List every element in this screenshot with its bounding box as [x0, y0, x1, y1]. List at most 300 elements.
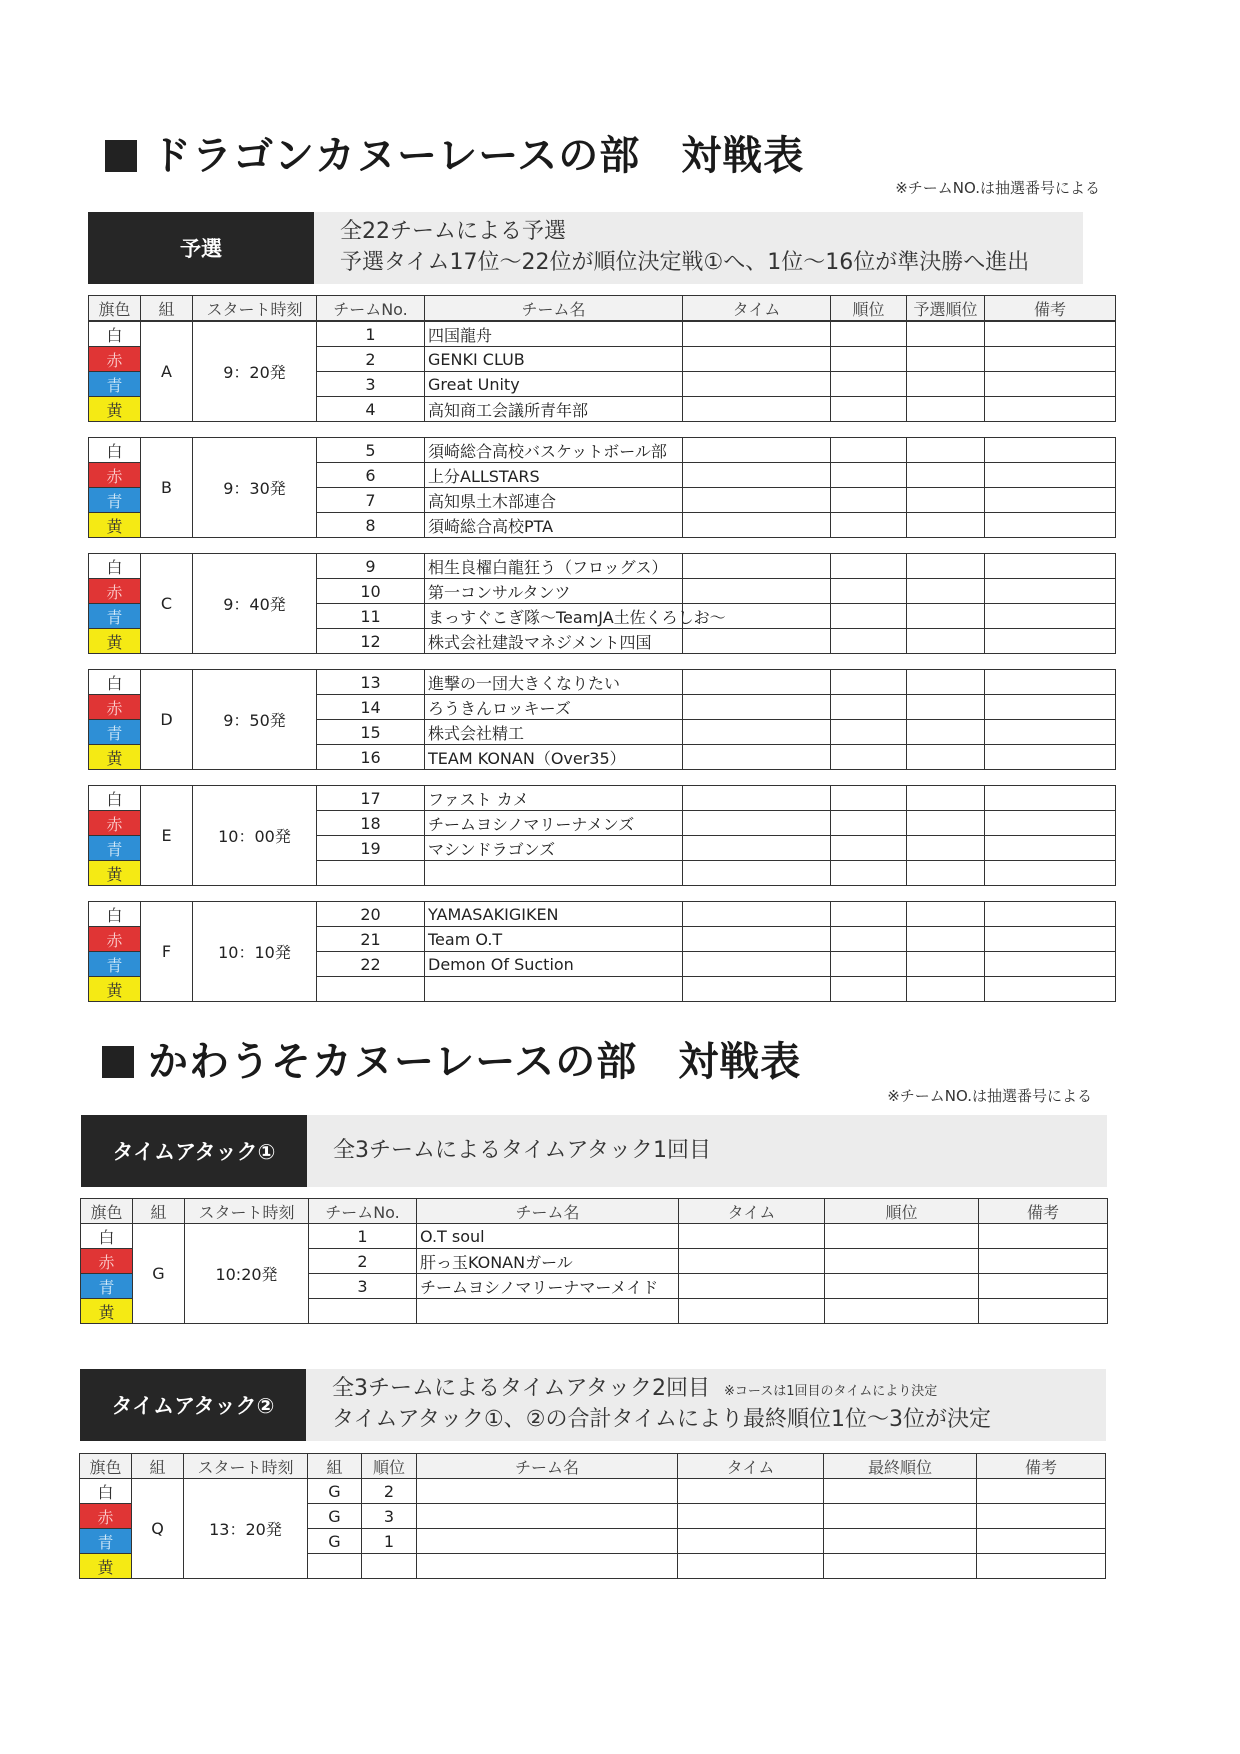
team-name: YAMASAKIGIKEN — [425, 902, 683, 927]
flag-white: 白 — [81, 1224, 133, 1249]
column-header: チームNo. — [317, 296, 425, 321]
column-header: チーム名 — [417, 1199, 679, 1224]
flag-yellow: 黄 — [80, 1554, 132, 1579]
team-name: 相生良櫂白龍狂う（フロッグス） — [425, 554, 683, 579]
team-name: 第一コンサルタンツ — [425, 579, 683, 604]
time-attack-1-description — [307, 1115, 1107, 1187]
time-cell — [679, 1249, 825, 1274]
team-number: 3 — [317, 372, 425, 397]
column-header: 旗色 — [89, 296, 141, 321]
qualifier-rank-cell — [907, 554, 985, 579]
team-number: 5 — [317, 438, 425, 463]
rank-cell — [831, 488, 907, 513]
time-cell — [683, 322, 831, 347]
rank-cell — [825, 1224, 979, 1249]
time-cell — [683, 347, 831, 372]
flag-white: 白 — [89, 438, 141, 463]
qualifier-description — [314, 212, 1083, 284]
team-number: 17 — [317, 786, 425, 811]
team-number: 4 — [317, 397, 425, 422]
team-number: 15 — [317, 720, 425, 745]
start-time: 10：10発 — [193, 902, 317, 1002]
column-header: 組 — [141, 296, 193, 321]
flag-red: 赤 — [89, 347, 141, 372]
rank-cell — [831, 604, 907, 629]
time-attack-1-bar — [81, 1115, 1107, 1187]
column-header: スタート時刻 — [185, 1199, 309, 1224]
team-name: 須崎総合高校バスケットボール部 — [425, 438, 683, 463]
qualifier-line-1: 全22チームによる予選 — [340, 219, 566, 245]
dragon-note: ※チームNO.は抽選番号による — [895, 179, 1100, 197]
time-cell — [683, 720, 831, 745]
rank-cell — [831, 438, 907, 463]
column-header: チーム名 — [425, 296, 683, 321]
qualifier-rank-cell — [907, 463, 985, 488]
rank-cell — [831, 513, 907, 538]
column-header: 備考 — [985, 296, 1116, 321]
start-time: 9：40発 — [193, 554, 317, 654]
team-number: 2 — [317, 347, 425, 372]
time-cell — [683, 629, 831, 654]
team-number: 9 — [317, 554, 425, 579]
team-number: 16 — [317, 745, 425, 770]
team-name-cell — [417, 1529, 678, 1554]
team-number: 21 — [317, 927, 425, 952]
group-letter: B — [141, 438, 193, 538]
time-cell — [678, 1504, 824, 1529]
team-number: 12 — [317, 629, 425, 654]
table-row — [80, 1479, 1106, 1504]
rank-cell — [825, 1274, 979, 1299]
time-cell — [683, 513, 831, 538]
team-name: チームヨシノマリーナマーメイド — [417, 1274, 679, 1299]
time-attack-2-line-1-main: 全3チームによるタイムアタック2回目 — [332, 1376, 711, 1402]
remarks-cell — [979, 1224, 1108, 1249]
dragon-title-text: ドラゴンカヌーレースの部 対戦表 — [151, 133, 805, 179]
team-name: マシンドラゴンズ — [425, 836, 683, 861]
flag-yellow: 黄 — [89, 397, 141, 422]
qualifier-rank-cell — [907, 977, 985, 1002]
column-header: タイム — [679, 1199, 825, 1224]
table-row — [89, 438, 1116, 463]
team-number: 3 — [309, 1274, 417, 1299]
remarks-cell — [985, 861, 1116, 886]
time-attack-1-table — [80, 1198, 1108, 1324]
column-header: 順位 — [831, 296, 907, 321]
time-cell — [683, 836, 831, 861]
table-row — [89, 786, 1116, 811]
qualifier-rank-cell — [907, 322, 985, 347]
column-header: 最終順位 — [824, 1454, 977, 1479]
time-cell — [683, 554, 831, 579]
team-name: 四国龍舟 — [425, 322, 683, 347]
rank-cell — [831, 670, 907, 695]
flag-yellow: 黄 — [89, 513, 141, 538]
remarks-cell — [979, 1299, 1108, 1324]
time-cell — [678, 1554, 824, 1579]
remarks-cell — [985, 397, 1116, 422]
rank-cell — [831, 786, 907, 811]
qualifier-rank-cell — [907, 927, 985, 952]
start-time: 10:20発 — [185, 1224, 309, 1324]
team-number: 22 — [317, 952, 425, 977]
qualifier-rank-cell — [907, 488, 985, 513]
qualifier-rank-cell — [907, 952, 985, 977]
team-number: 10 — [317, 579, 425, 604]
rank-cell — [831, 397, 907, 422]
column-header: チームNo. — [309, 1199, 417, 1224]
qualifier-rank-cell — [907, 397, 985, 422]
flag-blue: 青 — [81, 1274, 133, 1299]
rank-cell — [831, 836, 907, 861]
time-attack-2-line-2: タイムアタック①、②の合計タイムにより最終順位1位～3位が決定 — [332, 1407, 992, 1432]
column-header: 組 — [308, 1454, 362, 1479]
team-number: 6 — [317, 463, 425, 488]
table-row — [89, 322, 1116, 347]
rank-cell — [831, 977, 907, 1002]
flag-yellow: 黄 — [89, 629, 141, 654]
final-rank-cell — [824, 1479, 977, 1504]
remarks-cell — [985, 579, 1116, 604]
team-name: 肝っ玉KONANガール — [417, 1249, 679, 1274]
dragon-header-table — [88, 295, 1116, 321]
time-cell — [683, 952, 831, 977]
team-number: 20 — [317, 902, 425, 927]
remarks-cell — [985, 463, 1116, 488]
remarks-cell — [985, 695, 1116, 720]
remarks-cell — [985, 745, 1116, 770]
team-number: 2 — [309, 1249, 417, 1274]
team-name: O.T soul — [417, 1224, 679, 1249]
remarks-cell — [985, 488, 1116, 513]
flag-red: 赤 — [89, 579, 141, 604]
team-number: 7 — [317, 488, 425, 513]
table-row — [89, 670, 1116, 695]
team-name: チームヨシノマリーナメンズ — [425, 811, 683, 836]
flag-red: 赤 — [89, 463, 141, 488]
time-cell — [683, 463, 831, 488]
otter-title-text: かわうそカヌーレースの部 対戦表 — [148, 1039, 802, 1085]
flag-white: 白 — [80, 1479, 132, 1504]
remarks-cell — [985, 513, 1116, 538]
remarks-cell — [985, 952, 1116, 977]
qualifier-rank-cell — [907, 372, 985, 397]
source-group: G — [308, 1504, 362, 1529]
group-letter: A — [141, 322, 193, 422]
team-number: 1 — [317, 322, 425, 347]
flag-red: 赤 — [80, 1504, 132, 1529]
flag-white: 白 — [89, 322, 141, 347]
time-cell — [683, 695, 831, 720]
time-attack-2-table — [79, 1453, 1106, 1579]
rank-cell — [831, 372, 907, 397]
remarks-cell — [985, 902, 1116, 927]
team-name: ファスト カメ — [425, 786, 683, 811]
column-header: 予選順位 — [907, 296, 985, 321]
start-time: 9：50発 — [193, 670, 317, 770]
column-header: スタート時刻 — [184, 1454, 308, 1479]
time-attack-2-bar — [80, 1369, 1106, 1441]
rank-cell — [831, 579, 907, 604]
time-cell — [679, 1299, 825, 1324]
time-cell — [683, 670, 831, 695]
time-cell — [683, 488, 831, 513]
column-header: チーム名 — [417, 1454, 678, 1479]
team-name — [417, 1299, 679, 1324]
group-letter: G — [133, 1224, 185, 1324]
source-rank: 2 — [362, 1479, 417, 1504]
rank-cell — [831, 695, 907, 720]
team-name — [425, 861, 683, 886]
team-name: TEAM KONAN（Over35） — [425, 745, 683, 770]
team-name-cell — [417, 1554, 678, 1579]
team-name: Great Unity — [425, 372, 683, 397]
group-table-b — [88, 437, 1116, 538]
team-number: 18 — [317, 811, 425, 836]
time-cell — [679, 1224, 825, 1249]
time-cell — [683, 397, 831, 422]
team-name: 株式会社建設マネジメント四国 — [425, 629, 683, 654]
team-name: Team O.T — [425, 927, 683, 952]
qualifier-rank-cell — [907, 902, 985, 927]
time-cell — [683, 372, 831, 397]
team-number: 8 — [317, 513, 425, 538]
remarks-cell — [977, 1554, 1106, 1579]
source-group: G — [308, 1479, 362, 1504]
column-header: 備考 — [979, 1199, 1108, 1224]
remarks-cell — [985, 604, 1116, 629]
qualifier-rank-cell — [907, 836, 985, 861]
group-table-e — [88, 785, 1116, 886]
qualifier-rank-cell — [907, 579, 985, 604]
source-rank: 1 — [362, 1529, 417, 1554]
flag-white: 白 — [89, 554, 141, 579]
time-attack-2-label: タイムアタック② — [80, 1369, 306, 1441]
group-letter: E — [141, 786, 193, 886]
flag-blue: 青 — [89, 952, 141, 977]
qualifier-rank-cell — [907, 786, 985, 811]
qualifier-label: 予選 — [88, 212, 314, 284]
column-header: タイム — [678, 1454, 824, 1479]
group-table-f — [88, 901, 1116, 1002]
group-table-a — [88, 321, 1116, 422]
flag-yellow: 黄 — [89, 745, 141, 770]
flag-white: 白 — [89, 786, 141, 811]
rank-cell — [831, 811, 907, 836]
dragon-title — [105, 124, 804, 181]
time-cell — [683, 438, 831, 463]
time-cell — [683, 579, 831, 604]
column-header: 順位 — [825, 1199, 979, 1224]
qualifier-rank-cell — [907, 670, 985, 695]
flag-red: 赤 — [89, 811, 141, 836]
group-letter: F — [141, 902, 193, 1002]
flag-yellow: 黄 — [89, 977, 141, 1002]
team-name: まっすぐこぎ隊～TeamJA土佐くろしお～ — [425, 604, 683, 629]
flag-white: 白 — [89, 670, 141, 695]
table-row — [89, 554, 1116, 579]
group-letter: Q — [132, 1479, 184, 1579]
rank-cell — [831, 322, 907, 347]
qualifier-line-2: 予選タイム17位～22位が順位決定戦①へ、1位～16位が準決勝へ進出 — [340, 250, 1030, 275]
team-name: Demon Of Suction — [425, 952, 683, 977]
flag-blue: 青 — [89, 720, 141, 745]
time-attack-2-course-note: ※コースは1回目のタイムにより決定 — [724, 1384, 938, 1400]
flag-blue: 青 — [89, 604, 141, 629]
time-attack-1-line-1: 全3チームによるタイムアタック1回目 — [333, 1137, 712, 1163]
remarks-cell — [985, 786, 1116, 811]
flag-white: 白 — [89, 902, 141, 927]
time-cell — [679, 1274, 825, 1299]
team-name — [425, 977, 683, 1002]
team-name: 須崎総合高校PTA — [425, 513, 683, 538]
remarks-cell — [985, 927, 1116, 952]
rank-cell — [831, 952, 907, 977]
qualifier-rank-cell — [907, 861, 985, 886]
flag-blue: 青 — [89, 836, 141, 861]
remarks-cell — [979, 1274, 1108, 1299]
start-time: 13：20発 — [184, 1479, 308, 1579]
flag-red: 赤 — [81, 1249, 133, 1274]
remarks-cell — [979, 1249, 1108, 1274]
time-cell — [683, 786, 831, 811]
start-time: 9：30発 — [193, 438, 317, 538]
team-name: 進撃の一団大きくなりたい — [425, 670, 683, 695]
rank-cell — [831, 927, 907, 952]
time-attack-1-label: タイムアタック① — [81, 1115, 307, 1187]
table-row — [89, 902, 1116, 927]
time-cell — [683, 902, 831, 927]
team-name: GENKI CLUB — [425, 347, 683, 372]
time-cell — [683, 977, 831, 1002]
table-row — [81, 1224, 1108, 1249]
team-name: 上分ALLSTARS — [425, 463, 683, 488]
otter-note: ※チームNO.は抽選番号による — [887, 1087, 1092, 1105]
flag-blue: 青 — [80, 1529, 132, 1554]
column-header: 組 — [132, 1454, 184, 1479]
remarks-cell — [985, 438, 1116, 463]
column-header: 順位 — [362, 1454, 417, 1479]
column-header: 組 — [133, 1199, 185, 1224]
group-letter: D — [141, 670, 193, 770]
remarks-cell — [977, 1504, 1106, 1529]
qualifier-rank-cell — [907, 347, 985, 372]
square-bullet-icon — [105, 140, 137, 172]
rank-cell — [831, 902, 907, 927]
source-rank: 3 — [362, 1504, 417, 1529]
remarks-cell — [985, 554, 1116, 579]
remarks-cell — [977, 1529, 1106, 1554]
time-cell — [683, 811, 831, 836]
group-letter: C — [141, 554, 193, 654]
flag-blue: 青 — [89, 372, 141, 397]
final-rank-cell — [824, 1554, 977, 1579]
time-cell — [683, 927, 831, 952]
flag-yellow: 黄 — [89, 861, 141, 886]
team-name: 高知県土木部連合 — [425, 488, 683, 513]
team-number: 14 — [317, 695, 425, 720]
rank-cell — [831, 463, 907, 488]
rank-cell — [831, 745, 907, 770]
flag-yellow: 黄 — [81, 1299, 133, 1324]
time-cell — [678, 1479, 824, 1504]
team-name: ろうきんロッキーズ — [425, 695, 683, 720]
column-header: タイム — [683, 296, 831, 321]
rank-cell — [831, 629, 907, 654]
time-cell — [683, 745, 831, 770]
team-number — [317, 977, 425, 1002]
time-attack-2-description — [306, 1369, 1106, 1441]
rank-cell — [831, 720, 907, 745]
remarks-cell — [985, 629, 1116, 654]
otter-title — [102, 1030, 801, 1087]
qualifier-rank-cell — [907, 629, 985, 654]
team-name: 株式会社精工 — [425, 720, 683, 745]
rank-cell — [831, 347, 907, 372]
time-attack-2-line-1 — [332, 1374, 1106, 1405]
column-header: 旗色 — [81, 1199, 133, 1224]
source-group — [308, 1554, 362, 1579]
remarks-cell — [985, 811, 1116, 836]
qualifier-rank-cell — [907, 745, 985, 770]
remarks-cell — [985, 372, 1116, 397]
qualifier-rank-cell — [907, 513, 985, 538]
remarks-cell — [985, 670, 1116, 695]
final-rank-cell — [824, 1529, 977, 1554]
qualifier-rank-cell — [907, 438, 985, 463]
remarks-cell — [985, 836, 1116, 861]
flag-red: 赤 — [89, 695, 141, 720]
team-number — [309, 1299, 417, 1324]
source-group: G — [308, 1529, 362, 1554]
rank-cell — [831, 861, 907, 886]
final-rank-cell — [824, 1504, 977, 1529]
remarks-cell — [977, 1479, 1106, 1504]
qualifier-rank-cell — [907, 695, 985, 720]
start-time: 10：00発 — [193, 786, 317, 886]
group-table-d — [88, 669, 1116, 770]
source-rank — [362, 1554, 417, 1579]
rank-cell — [825, 1299, 979, 1324]
team-number: 1 — [309, 1224, 417, 1249]
team-number: 13 — [317, 670, 425, 695]
flag-red: 赤 — [89, 927, 141, 952]
team-number — [317, 861, 425, 886]
remarks-cell — [985, 720, 1116, 745]
start-time: 9：20発 — [193, 322, 317, 422]
remarks-cell — [985, 322, 1116, 347]
qualifier-rank-cell — [907, 811, 985, 836]
column-header: 備考 — [977, 1454, 1106, 1479]
qualifier-rank-cell — [907, 720, 985, 745]
team-name-cell — [417, 1479, 678, 1504]
dragon-qualifier-bar — [88, 212, 1083, 284]
time-cell — [683, 861, 831, 886]
remarks-cell — [985, 977, 1116, 1002]
column-header: 旗色 — [80, 1454, 132, 1479]
team-number: 11 — [317, 604, 425, 629]
flag-blue: 青 — [89, 488, 141, 513]
team-name-cell — [417, 1504, 678, 1529]
team-number: 19 — [317, 836, 425, 861]
qualifier-rank-cell — [907, 604, 985, 629]
group-table-c — [88, 553, 1116, 654]
square-bullet-icon — [102, 1046, 134, 1078]
remarks-cell — [985, 347, 1116, 372]
column-header: スタート時刻 — [193, 296, 317, 321]
time-cell — [678, 1529, 824, 1554]
team-name: 高知商工会議所青年部 — [425, 397, 683, 422]
